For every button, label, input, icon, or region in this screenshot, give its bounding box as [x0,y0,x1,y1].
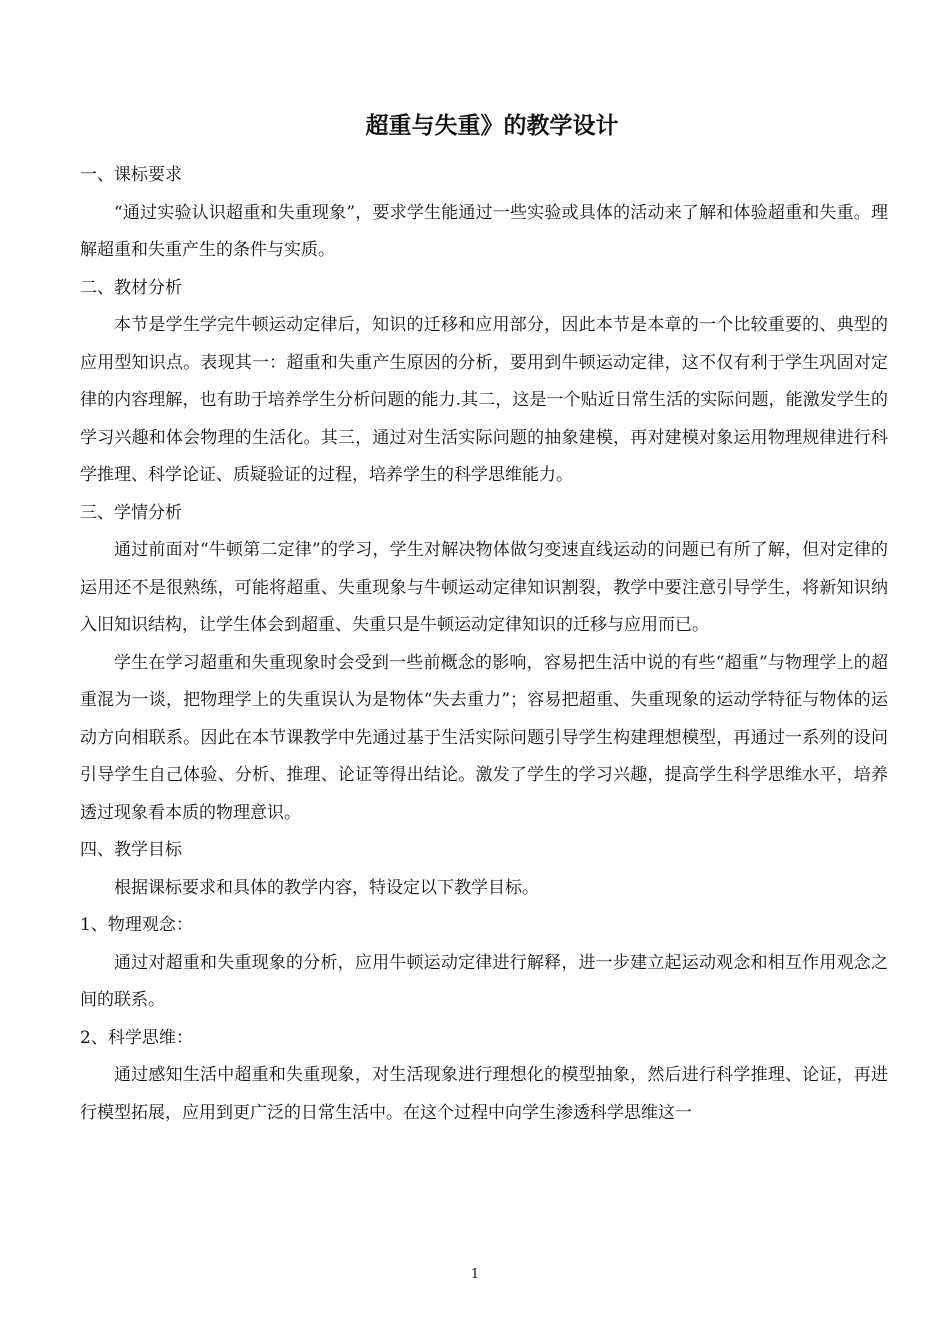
section-textbook-analysis [80,270,888,495]
section-heading: 一、课标要求 [80,165,182,185]
paragraph: 通过对超重和失重现象的分析，应用牛顿运动定律进行解释，进一步建立起运动观念和相互作用观念之间的联系。 [80,952,888,1010]
document-title: 超重与失重》的教学设计 [365,112,619,139]
section-physics-concepts [80,907,888,1020]
section-heading: 三、学情分析 [80,502,182,523]
paragraph: 本节是学生学完牛顿运动定律后，知识的迁移和应用部分，因此本节是本章的一个比较重要的、典型的应用型知识点。表现其一：超重和失重产生原因的分析，要用到牛顿运动定律，这不仅有利于学生巩固对定律的内容理解，也有助于培养学生分析问题的能力.其二，这是一个贴近日常生活的实际问题，能激发学生的学习兴趣和体会物理的生活化。其三，通过对生活实际问题的抽象建模，再对建模对象运用物理规律进行科学推理、科学论证、质疑验证的过程，培养学生的科学思维能力。 [80,315,888,485]
paragraph: 学生在学习超重和失重现象时会受到一些前概念的影响，容易把生活中说的有些“超重”与物理学上的超重混为一谈，把物理学上的失重误认为是物体“失去重力”；容易把超重、失重现象的运动学特征与物体的运动方向相联系。因此在本节课教学中先通过基于生活实际问题引导学生构建理想模型，再通过一系列的设问引导学生自己体验、分析、推理、论证等得出结论。激发了学生的学习兴趣，提高学生科学思维水平，培养透过现象看本质的物理意识。 [80,652,888,823]
page-number: 1 [470,1267,480,1282]
section-heading: 四、教学目标 [80,840,182,860]
paragraph: “通过实验认识超重和失重现象”，要求学生能通过一些实验或具体的活动来了解和体验超重和失重。理解超重和失重产生的条件与实质。 [80,202,888,260]
paragraph: 通过感知生活中超重和失重现象，对生活现象进行理想化的模型抽象，然后进行科学推理、论证，再进行模型拓展，应用到更广泛的日常生活中。在这个过程中向学生渗透科学思维这一 [80,1065,888,1123]
section-teaching-objectives [80,832,888,907]
section-heading: 1、物理观念： [80,915,193,935]
section-scientific-thinking [80,1020,888,1133]
document-page [80,110,888,1132]
section-heading: 2、科学思维： [80,1027,193,1048]
section-heading: 二、教材分析 [80,277,182,298]
section-student-analysis [80,495,888,833]
section-curriculum-requirements [80,157,888,270]
paragraph: 根据课标要求和具体的教学内容，特设定以下教学目标。 [114,877,539,898]
paragraph: 通过前面对“牛顿第二定律”的学习，学生对解决物体做匀变速直线运动的问题已有所了解，但对定律的运用还不是很熟练，可能将超重、失重现象与牛顿运动定律知识割裂，教学中要注意引导学生，将新知识纳入旧知识结构，让学生体会到超重、失重只是牛顿运动定律知识的迁移与应用而已。 [80,540,888,635]
